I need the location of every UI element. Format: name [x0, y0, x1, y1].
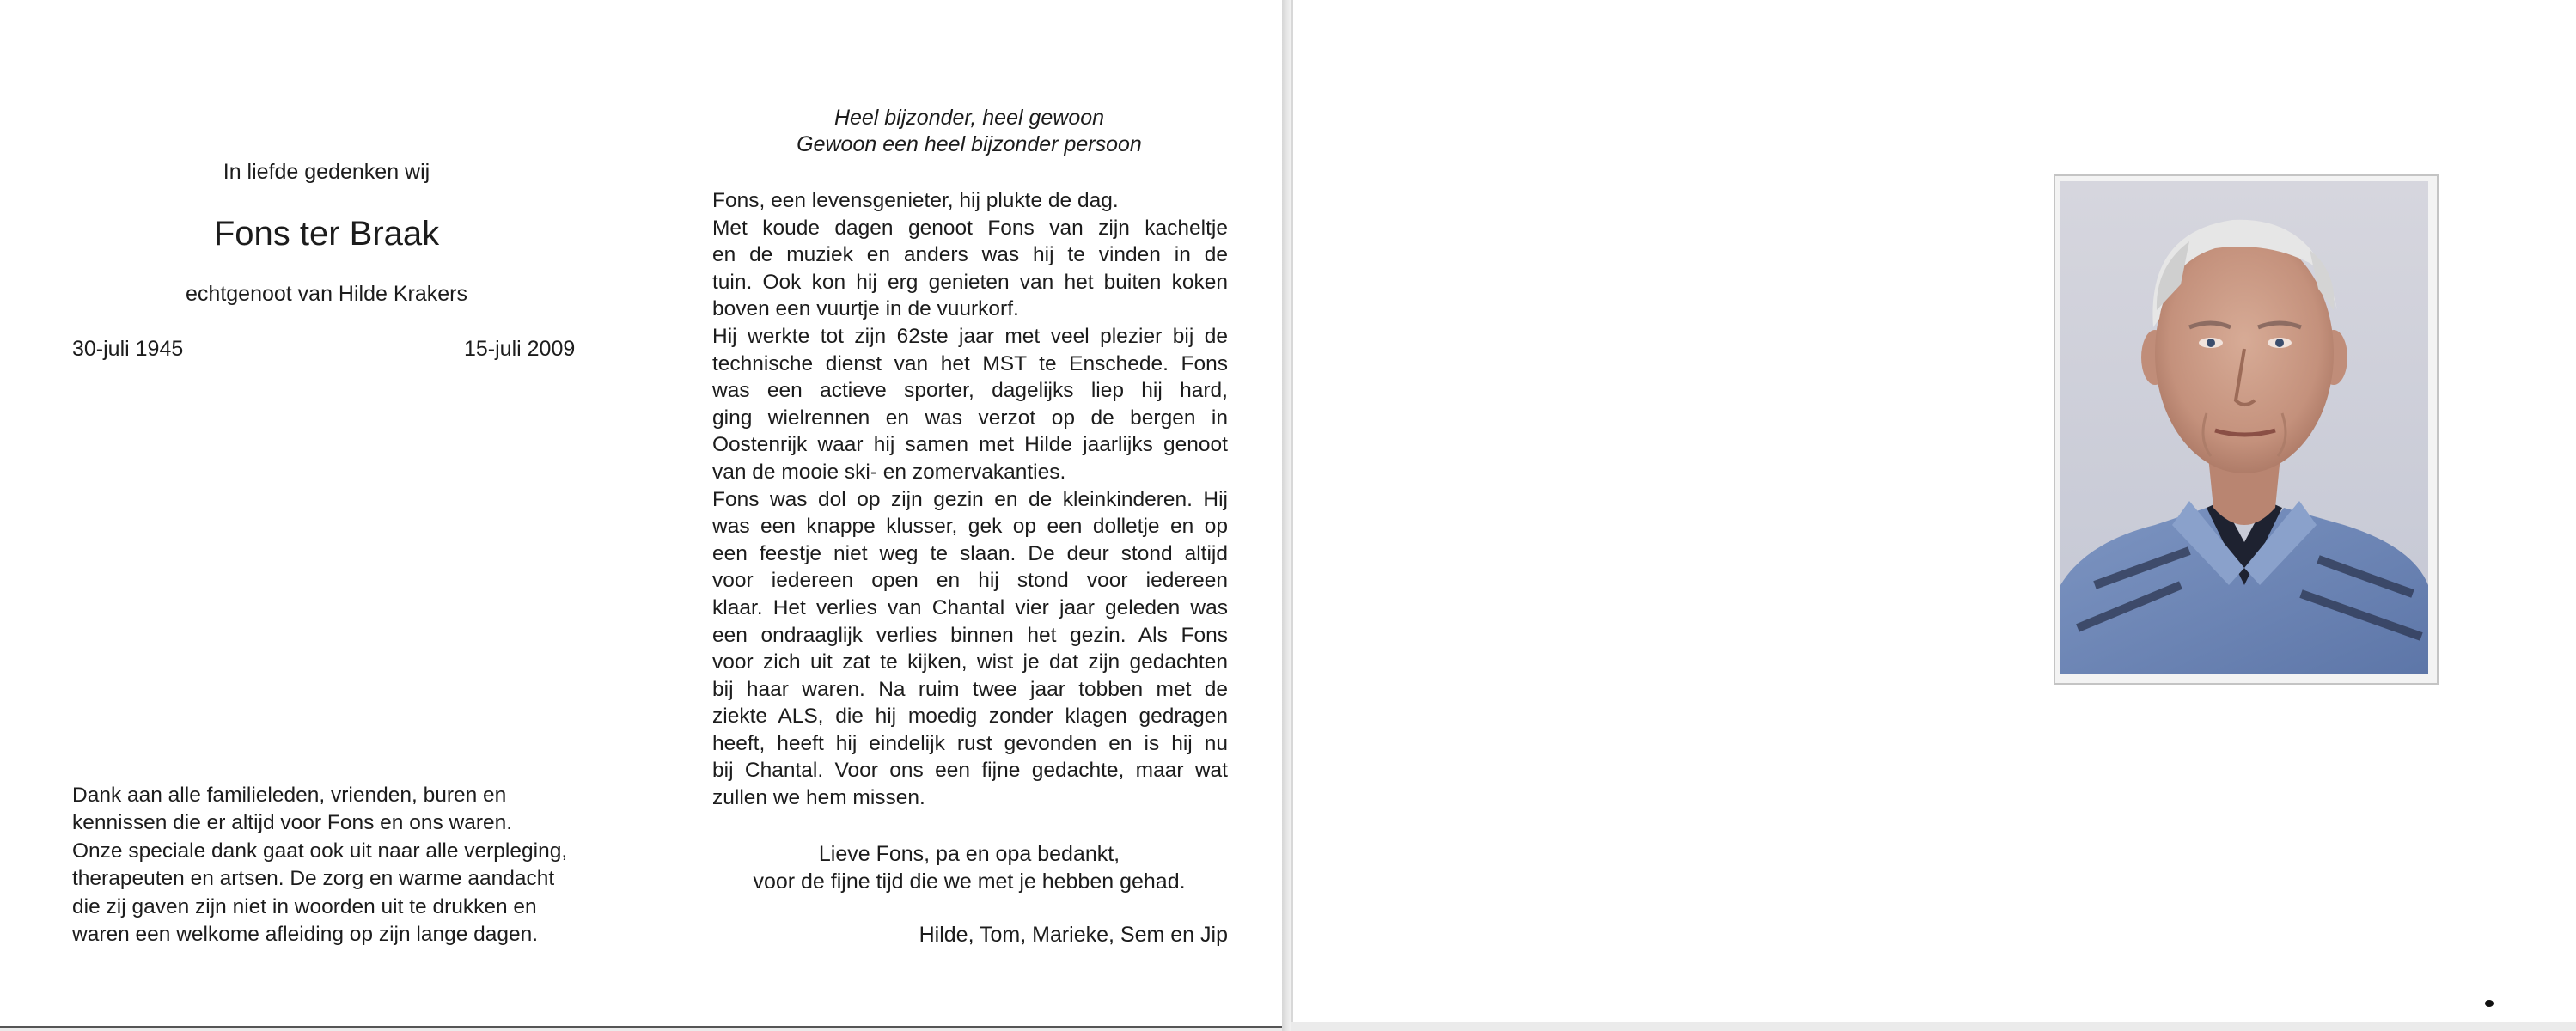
- biography-line: klaar. Het verlies van Chantal vier jaar geleden was: [712, 595, 1228, 619]
- biography-line: bij haar waren. Na ruim twee jaar tobben met de: [712, 677, 1228, 701]
- thanks-line: Onze speciale dank gaat ook uit naar alle verpleging,: [72, 839, 568, 863]
- thanks-line: therapeuten en artsen. De zorg en warme aandacht: [72, 867, 555, 891]
- thanks-line: kennissen die er altijd voor Fons en ons waren.: [72, 811, 513, 835]
- card-fold: [1282, 0, 1291, 1031]
- closing-line: voor de fijne tijd die we met je hebben gehad.: [753, 869, 1186, 894]
- thanks-line: waren een welkome afleiding op zijn lange dagen.: [72, 923, 539, 947]
- memorial-card-text-spread: [0, 0, 1285, 1026]
- motto: [711, 105, 1227, 158]
- biography-line: een feestje niet weg te slaan. De deur stond altijd: [712, 541, 1228, 565]
- thanks-paragraph: [72, 782, 589, 949]
- family-signoff: Hilde, Tom, Marieke, Sem en Jip: [919, 923, 1228, 947]
- biography-line: boven een vuurtje in de vuurkorf.: [712, 297, 1019, 321]
- thanks-line: die zij gaven zijn niet in woorden uit te drukken en: [72, 894, 537, 918]
- biography-line: heeft, heeft hij eindelijk rust gevonden en is hij nu: [712, 731, 1228, 755]
- deceased-name: Fons ter Braak: [213, 215, 440, 253]
- biography-line: Fons was dol op zijn gezin en de kleinkinderen. Hij: [712, 487, 1228, 511]
- biography-line: Hij werkte tot zijn 62ste jaar met veel plezier bij de: [712, 324, 1228, 348]
- biography-line: was een knappe klusser, gek op een dolletje en op: [712, 515, 1228, 539]
- biography-line: voor zich uit zat te kijken, wist je dat zijn gedachten: [712, 650, 1228, 674]
- biography-line: technische dienst van het MST te Enschede. Fons: [712, 351, 1228, 375]
- portrait-photo-icon: [2060, 181, 2428, 674]
- biography-line: Met koude dagen genoot Fons van zijn kacheltje: [712, 216, 1228, 240]
- biography-line: voor iedereen open en hij stond voor iedereen: [712, 569, 1228, 593]
- biography-line: bij Chantal. Voor ons een fijne gedachte, maar wat: [712, 759, 1228, 783]
- biography-line: zullen we hem missen.: [712, 786, 925, 810]
- biography-line: en de muziek en anders was hij te vinden in de: [712, 243, 1228, 267]
- birth-date: 30-juli 1945: [72, 337, 184, 361]
- biography-line: ging wielrennen en was verzot op de bergen in: [712, 406, 1228, 430]
- biography-line: Fons, een levensgenieter, hij plukte de dag.: [712, 189, 1119, 212]
- biography-line: Oostenrijk waar hij samen met Hilde jaarlijks genoot: [712, 433, 1228, 457]
- spouse-line: echtgenoot van Hilde Krakers: [186, 282, 467, 306]
- intro-line: In liefde gedenken wij: [223, 160, 430, 184]
- thanks-line: Dank aan alle familieleden, vrienden, buren en: [72, 784, 507, 807]
- portrait-photo: [2060, 181, 2428, 674]
- closing-line: Lieve Fons, pa en opa bedankt,: [818, 842, 1120, 866]
- biography-line: een ondraaglijk verlies binnen het gezin. Als Fons: [712, 623, 1228, 647]
- biography-line: van de mooie ski- en zomervakanties.: [712, 460, 1066, 484]
- death-date: 15-juli 2009: [464, 337, 576, 361]
- motto-line: Gewoon een heel bijzonder persoon: [797, 132, 1142, 156]
- biography-line: ziekte ALS, die hij moedig zonder klagen gedragen: [712, 705, 1228, 729]
- scan-speck: [2485, 1000, 2494, 1007]
- biography: [712, 187, 1228, 812]
- motto-line: Heel bijzonder, heel gewoon: [833, 106, 1105, 130]
- closing-verse: [711, 840, 1227, 895]
- biography-line: was een actieve sporter, dagelijks liep hij hard,: [712, 379, 1228, 403]
- biography-line: tuin. Ook kon hij erg genieten van het buiten koken: [712, 270, 1228, 294]
